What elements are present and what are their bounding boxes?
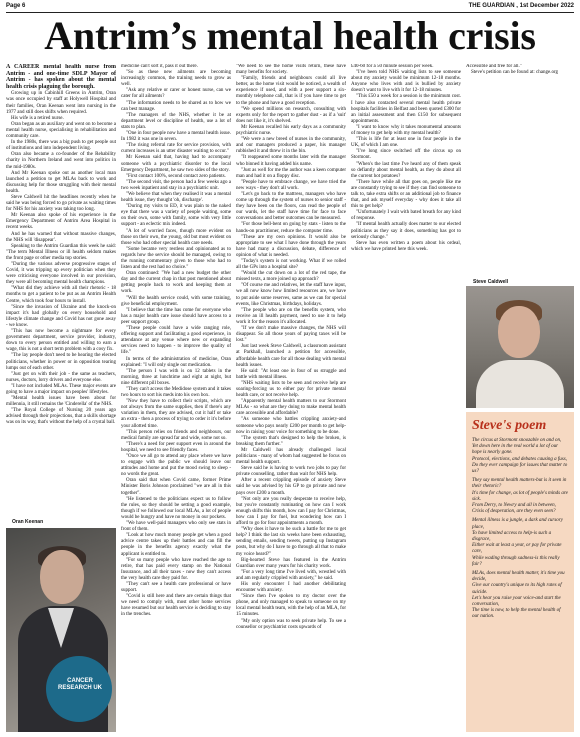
poem-box (466, 412, 574, 732)
article-paragraph: "NHS waiting lists to be seen and receive help are soaring-forcing us to either pay for private mental health care, or not receive help. (236, 380, 346, 399)
article-paragraph: "This is life for at least one in four people in the UK, of which I am one. (351, 137, 461, 149)
article-paragraph: Steve Caldwell hit the headlines recently when he said he was being forced to go private as waiting times for NHS for his anxiety was taking too long. (6, 194, 116, 213)
photo-caption-steve: Steve Caldwell (470, 278, 511, 286)
poem-line: Either wait at least a year, or pay for private care, (472, 543, 562, 555)
poem-line: The circus at Stormont snoozable on and on, (472, 438, 562, 443)
article-paragraph: "We need to see the home visits return, these have many benefits for society. (236, 64, 346, 76)
article-paragraph: "If mental health actually does matter to our elected politicians as they say it does, something has got to seriously change." (351, 222, 461, 240)
article-paragraph: "Let's go back to the mattress, managers who have come up through the system of nurses to senior staff - they have been on the floors, can read the people of our wards, let the staff have time for face to face conversations and better outcomes can be measured. (236, 191, 346, 222)
oran-keenan-photo (6, 528, 116, 732)
article-paragraph: "This £50 a week for a session is the minimum cost. I have also contacted several mental health private hospitals facilities in Belfast and been quoted £300 for an initial assessment and then £150 for subsequent appointments. (351, 94, 461, 124)
article-paragraph: "Look at how much money people get when a good advice centre takes up their battles and can fill the people in the benefits agency exactly what the applicant is entitled to. (121, 533, 231, 557)
article-paragraph: His only encounter I had another debilitating encounter with anxiety. (236, 581, 346, 594)
article-paragraph: "Apparently mental health matters to our Stormont MLAs - so what are they doing to make mental health care accessible and affordable? (236, 399, 346, 417)
article-paragraph: Big-hearted Steve has featured in the Antrim Guardian over many years for his charity work. (236, 557, 346, 569)
steve-caldwell-photo (466, 286, 574, 408)
article-paragraph: "Today's system is not working. What if we rolled all the GPs into a hospital site? (236, 259, 346, 271)
article-paragraph: "Since then I've spoken to my doctor over the phone, and only managed to speak to someone on my local mental health team, with the help of an MLA, for 15 minutes. (236, 594, 346, 618)
article-paragraph: He said: "At least one in four of us struggle and battle with mental illness. (236, 368, 346, 380)
article-paragraph: "During the various adverse progressive stages of Covid, it was tripping up every politician when they were criticising everyone involved in our provision, they were all becoming mental health champions. (6, 262, 116, 286)
poem-line: It's time for change, as lot of people's minds are sick. (472, 490, 568, 502)
article-column-2 (121, 64, 231, 736)
article-paragraph: "He listened to the politicians expect us to follow the rules, so they should be setting a good example, though if we followed our local MLAs, a lot of people would be hungry and have no money in our pockets. (121, 496, 231, 520)
article-paragraph: "Once we all go to attend any place where we have to engage with the public we should leave our attitudes and home and put the mood swing to sleep - no words the great. (121, 454, 231, 478)
article-paragraph: "The system that's designed to help the broken, is breaking them further." (236, 435, 346, 447)
article-paragraph: "The people who are on the benefits system, who receive an ill health payment, need to use it to help work it for the reason it's allocated. (236, 307, 346, 325)
article-paragraph: Oran continued: "We had a new budget the other day and the current chap in that post mentioned about getting people back to work and keeping them at work. (121, 271, 231, 295)
poem-line: Give our country's unique to its high rates of suicide. (472, 583, 562, 595)
article-paragraph: "This has now become a nightmare for every government department, service provider, industry, down to every person entitled and willing to earn a wage, this is not a short term problem with a cosy fix. (6, 329, 116, 353)
article-paragraph: "There have while all that goes on, people like me are constantly trying to see if they can find someone to talk to, take extra shifts or an additional job to finance that, and ask myself everyday - why does it take all this to get help? (351, 179, 461, 210)
masthead-date: THE GUARDIAN , 1st December 2022 (468, 3, 574, 9)
article-paragraph: "Covid is still here and there are certain things that we need to comply with, most other home services have resumed but our health service is deciding to stay in the trenches. (121, 594, 231, 618)
poem-body (466, 436, 574, 623)
article-paragraph: "Not only are you really desperate to receive help, but you're constantly ruminating on how can I work enough shifts this month, how can I pay for Christmas, how can I pay for fuel, but wondering how can I afford to go for four appointments a month. (236, 496, 346, 527)
article-paragraph: "These are my own opinions. It would also be appropriate to see what I have done through the years have had many a discussion, debate, difference of opinion of what is needed. (236, 234, 346, 258)
article-paragraph: "If we don't make massive changes, the NHS will disappear. So all those years of paying taxes will be lost." (236, 326, 346, 344)
article-paragraph: "They can't see a health care professional or have support. (121, 581, 231, 594)
article-paragraph: "I've long since switched off the circus up on Stormont. (351, 149, 461, 161)
article-paragraph: "For those bell-bent on going by stats - listen to the hands-on practitioner, reduce the computer time. (236, 222, 346, 234)
poem-line: Yet down here in the real world a lot of our hope is nearly gone. (472, 444, 559, 456)
article-standfirst: A CAREER mental health nurse from Antrim - and one-time SDLP Mayor of Antrim - has spoken about the mental health crisis plaguing the borough. (6, 64, 116, 90)
article-paragraph: And he has warned that without massive changes, the NHS will 'disappear'. (6, 231, 116, 243)
article-paragraph: After a recent crippling episode of anxiety Steve said he was advised by his GP to go private and now pays over £200 a month. (236, 478, 346, 496)
article-paragraph: "The managers of the NHS, whether it be at department level or discipline of health, use a lot of stats to plan. (121, 112, 231, 130)
poem-line: MLAs, does mental health matter, it's time you decide, (472, 571, 565, 583)
article-paragraph: "Would the cut down on a lot of the red tape, the missed texts, a more joined up approach? (236, 271, 346, 283)
article-paragraph: "I believe that the time has come for everyone who has a major health care issue should have access to a peer support group. (121, 307, 231, 325)
poem-title: Steve's poem (472, 418, 547, 433)
article-paragraph: His wife is a retired nurse. (11, 115, 64, 121)
article-paragraph: "There's a need for peer support even in around the hospital, we need to see friendly faces. (121, 441, 231, 453)
article-paragraph: "I want to know why it takes monumental amounts of money to get help with my mental health? (351, 124, 461, 137)
article-paragraph: Oran said that when Covid came, former Prime Minister Boris Johnson proclaimed "we are all in this together". (121, 478, 231, 496)
article-paragraph: "My only option was to seek private help. To see a counsellor or psychiatrist costs upwards of (236, 618, 346, 630)
article-paragraph: medicine can't sort it, pass it out there. (121, 64, 198, 69)
article-paragraph: "I've been told NHS waiting lists to see someone about my anxiety would be minimum 12-18 months. Anyone who lives with and is bullied by anxiety doesn't want to live with it for 12-18 minutes. (351, 70, 461, 94)
article-paragraph: Just last week Steve Caldwell, a classroom assistant at Parkhall, launched a petition for accessible, affordable health care for all those dealing with mental health issues. (236, 344, 346, 368)
article-paragraph: "Ask any relative or carer or honest nurse, can we cater for all ailments? (121, 88, 231, 100)
article-paragraph: "The second visit, the person had a few weeks ago a two week inpatient and stay in a psychiatric unit. (121, 179, 231, 191)
article-paragraph: Mr Keenan recalled his early days as a community psychiatric nurse. (236, 124, 346, 137)
article-paragraph: "Mental health issues have been about for millennia, it still remains the 'Cinderella' of the NHS. (6, 396, 116, 408)
article-paragraph: "First contact 100%, second contact zero patients. (126, 173, 226, 179)
article-paragraph: "During my visits to ED, it was plain to the naked eye that there was a variety of people waiting, some on their own, some with family, some with very little support - an eclectic mix indeed. (121, 204, 231, 228)
article-paragraph: "Family, friends and neighbours could all live better, as the home visit would be noticed, a wealth of experience if used, and with a peer support a six-monthly telephone call, that is if you have time to get to the phone and have a good reception. (236, 76, 346, 106)
article-paragraph: Speaking to the Antrim Guardian this week he said: "The term Mental Illness or ill health seldom makes the front page or other media top stories. (6, 243, 116, 261)
article-paragraph: "So as these new ailments are becoming increasingly common, the training needs to grow as well. (121, 70, 231, 88)
article-paragraph: Accessible and free for all." (466, 64, 522, 69)
article-paragraph: "Just as well for me the author was a keen computer man and had it on a floppy disc. (236, 167, 346, 179)
article-paragraph: "Now they have to collect their scripts, which are not always from the same supplies, then if there's any variation in them, they are advised, cut it half or take an extra - then a process of trying to order it it's before your allotted time. (121, 399, 231, 429)
article-paragraph: "For a very long time I've lived with, wrestled with and am regularly crippled with anxiety," he said. (236, 569, 346, 581)
article-paragraph: "We believe that when they realised it was a mental health issue, they thought 'oh, discharge'. (121, 191, 231, 204)
article-paragraph: In terms of the administration of medicine, Oran explained: "I will only single out medication. (121, 356, 231, 368)
article-paragraph: Steve has even written a poem about his ordeal, which we have printed here this week. (351, 240, 461, 252)
headline: Antrim’s mental health crisis (44, 13, 536, 58)
article-paragraph: "The Royal College of Nursing 20 years ago advised through their projections, that a skills shortage was on its way, that's without the help of a crystal ball. (6, 408, 116, 426)
article-paragraph: "As someone who battles crippling anxiety-and someone who pays nearly £200 per month to get help-now in raising your voice for something to be done. (236, 417, 346, 435)
article-paragraph: And Mr Keenan spoke out as another local man launched a petition to get MLAs back to work and discussing help for those struggling with their mental health. (6, 170, 116, 194)
photo-caption-oran: Oran Keenan (9, 518, 46, 526)
poem-line: Mental illness is a jungle, a dark and cursory place, (472, 518, 563, 530)
article-paragraph: In the 1980s, there was a big push to get people out of institutions and into independent living. (6, 140, 116, 152)
article-paragraph: "When's the last time I've heard any of them speak so defiantly about mental health, as they do about all the current hot potatoes? (351, 161, 461, 179)
article-paragraph: "One in four people now have a mental health issue. In 1982 it was one in seven. (121, 131, 231, 143)
article-paragraph: "Will the health service could, with some training, give beneficial employment. (121, 295, 231, 307)
article-paragraph: "We were a new breed of nurses in the community, and our managers produced a paper, his manager rubbished it and threw it in the bin. (236, 137, 346, 155)
article-paragraph: "What did they achieve with all their rhetoric - 18 months to get a patient to be put as an Antrim Health Centre, which took four hours to install. (6, 286, 116, 304)
poem-line: While wading through sadness-is this really fair? (472, 555, 560, 567)
article-column-5 (466, 64, 574, 280)
article-paragraph: "People have to embrace change, we have tried the new ways - they don't all work. (236, 179, 346, 191)
article-paragraph: Growing up in Cabinhill Greens in Antrim, Oran was once occupied by staff at Holywell Hospital and their families, Oran Keenan went into nursing in the 1977 and still does shifts when required. (6, 91, 116, 115)
article-paragraph: Mr Keenan also spoke of his experience in the Emergency Department of Antrim Area Hospital in recent weeks. (6, 213, 116, 231)
article-paragraph: "The person I was with is on 12 tablets in the morning, three at lunchtime and eight at night, but nine different pill boxes. (121, 368, 231, 386)
article-paragraph: "Of course me and relatives, let the staff have input, we all now know how limited resources are, we have to put aside some reserves, same as we can for special events, like Christmas, birthdays, holidays. (236, 283, 346, 307)
badge-text: CANCER RESEARCH UK (57, 678, 102, 691)
article-paragraph: "The rising referral rate for service provision, with current increases is an utter disaster waiting to occur." (121, 143, 231, 155)
article-paragraph: "They can't access the Medidose system and it takes two hours to sort his meds into his own box. (121, 386, 231, 399)
article-paragraph: "Why does it have to be such a battle for me to get help? I think the last six weeks have been exhausting, sending emails, sending tweets, putting up Instagram posts, but why do I have to go through all that to make my voice heard?" (236, 527, 346, 557)
article-paragraph: "It reappeared some months later with the manager who binned it having added his name. (236, 155, 346, 167)
article-paragraph: "Since the invasion of Ukraine and the knock-on impact it's had globally on every household and lifestyle climate change and Covid has not gone away - we know. (6, 304, 116, 328)
page-header (6, 3, 574, 12)
article-paragraph: "A lot of worried faces, though more evident on those on their own, the young, old but most evident on those who had other special health care needs. (121, 228, 231, 246)
poem-line: From Derry, to Newry and all in between, (472, 503, 556, 509)
article-paragraph: "We have well-paid managers who only see stats in front of them. (121, 521, 231, 533)
article-paragraph: "Some became very restless and opinionated as to regards how the service should be managed, owing to the running commentary given to those who had to listen and the rest had no choice." (121, 246, 231, 271)
article-paragraph: "These people could have a wide ranging role, offering support and facilitating a good experience, in attendance at any venue where new or expanding services need to happen - to improve the quality of life." (121, 326, 231, 356)
article-paragraph: "This person relies on friends and neighbours, our medical family are spread far and wide, some not so. (121, 429, 231, 441)
poem-line: Let's hear you raise your voice-and start the conversation, (472, 595, 561, 608)
poem-line: They say mental health matters-but is it seen in their rhetoric? (472, 478, 567, 490)
article-column-1 (6, 64, 116, 524)
article-paragraph: "The information needs to be shared as to how we can best manage. (121, 100, 231, 112)
poem-line: To have limited access to help-is such a disgrace, (472, 530, 552, 543)
article-paragraph: Oran began as an auxiliary and went on to become a mental health nurse, specialising in rehabilitation and community care. (6, 121, 116, 140)
page-number: Page 6 (6, 3, 26, 9)
article-paragraph: Oran also became a co-founder of the Rehability charity in Northern Ireland and went into politics in the mid-1980s. (6, 152, 116, 170)
article-column-4 (351, 64, 461, 736)
poem-line: Do they ever campaign for issues that matter to us? (472, 462, 568, 475)
article-paragraph: "Just get on with their job - the same as teachers, nurses, doctors, lorry drivers and everyone else. (6, 371, 116, 383)
article-paragraph: "The lay people don't need to be hearing the elected politicians, whether in power or in opposition tearing lumps out of each other. (6, 353, 116, 371)
article-column-3 (236, 64, 346, 736)
article-paragraph: Steve said he is having to work two jobs to pay for private counselling, rather than wait for NHS help. (236, 466, 346, 478)
article-paragraph: "Unfortunately I wait with bated breath for any kind of response. (351, 210, 461, 222)
article-paragraph: £40-60 for a 50 minute session per week. (351, 64, 434, 69)
article-paragraph: "We spend millions on research, consulting with experts only for the report to gather dust - as if a 'suit' does not like it, it's shelved. (236, 106, 346, 124)
poem-line: The time is now, to help the mental health of our nation. (472, 608, 561, 620)
article-paragraph: Mr Caldwell has already challenged local politicians - many of whom had suggested he focus on mental health support. (236, 447, 346, 466)
article-paragraph: Steve's petition can be found at: change.org (471, 70, 559, 76)
article-paragraph: "For so many people who have reached the age to retire, that has paid every stamp on the National Insurance, and all their taxes - now they can't access the very health care they paid for. (121, 557, 231, 581)
article-paragraph: Mr Keenan said that, having had to accompany someone with a psychiatric disorder to the local Emergency Department, he saw two sides of the story. (121, 155, 231, 173)
article-paragraph: "I have not included MLAs. These major events are going to have a major impact on peoples' lifestyles. (6, 383, 116, 395)
poem-line: Crisis of desperation, are they even seen? (472, 509, 556, 515)
poem-line: Protocol, elections, and debates causing a fuss, (472, 456, 567, 462)
